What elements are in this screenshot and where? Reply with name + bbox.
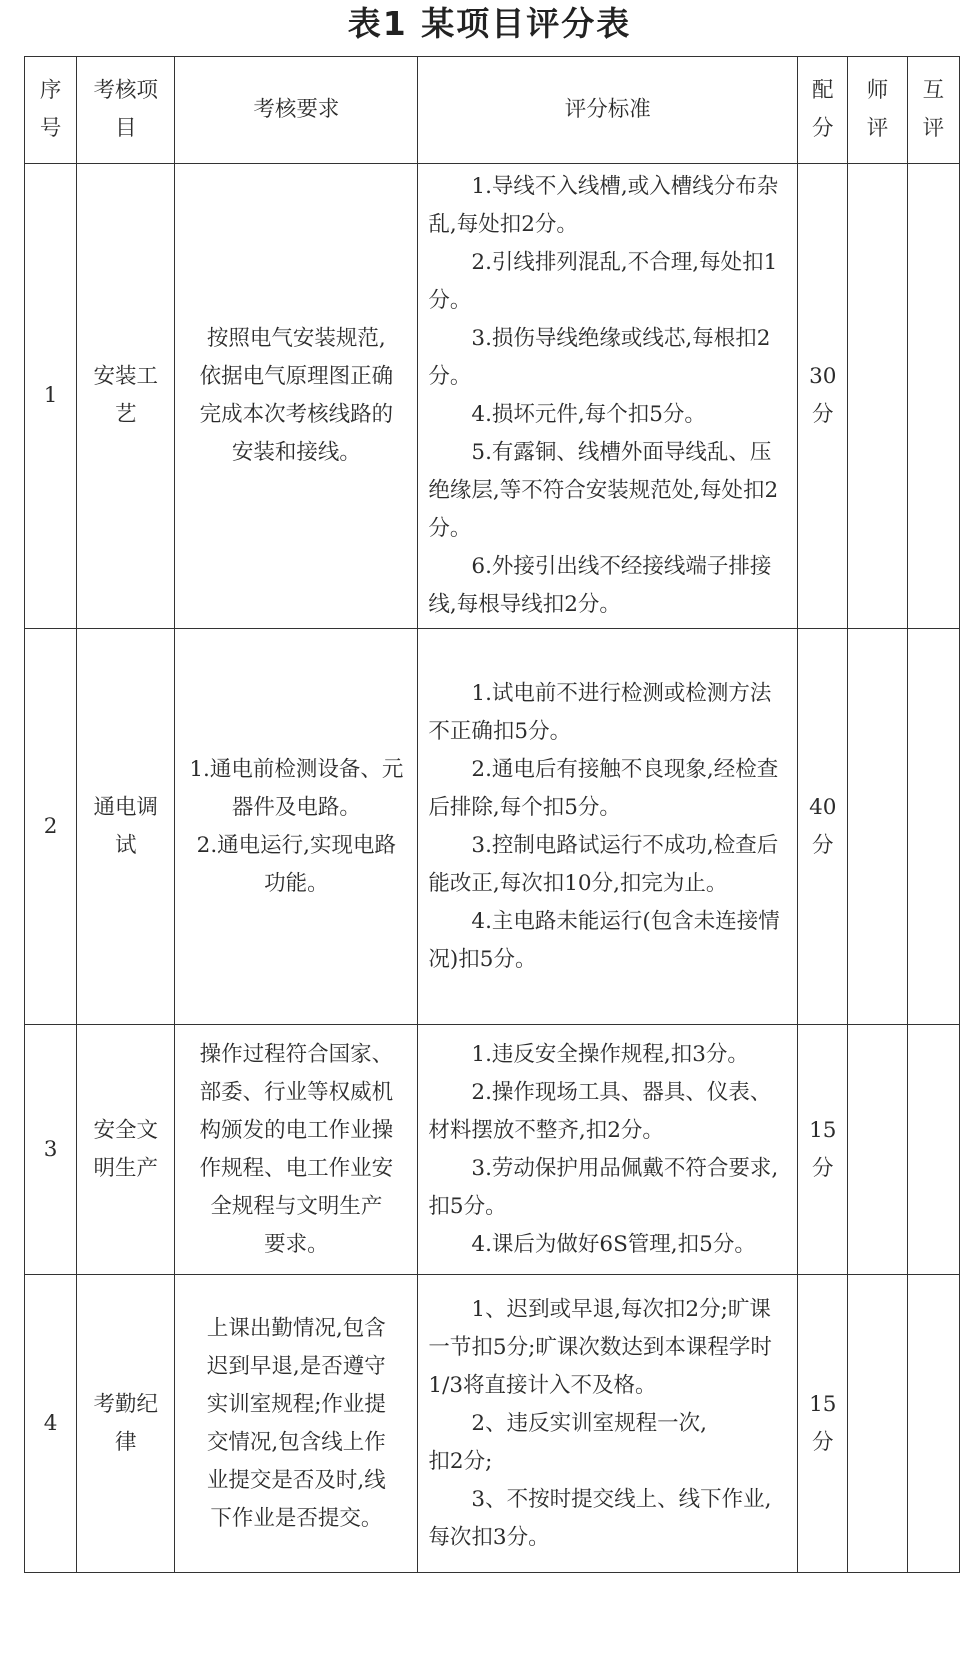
row-requirement: 上课出勤情况,包含 迟到早退,是否遵守 实训室规程;作业提 交情况,包含线上作 业提交是否及时,线 下作业是否提交。 (175, 1275, 418, 1573)
criteria-item: 3.劳动保护用品佩戴不符合要求,扣5分。 (428, 1155, 779, 1219)
criteria-item: 1.导线不入线槽,或入槽线分布杂乱,每处扣2分。 (428, 174, 779, 237)
criteria-item: 5.有露铜、线槽外面导线乱、压绝缘层,等不符合安装规范处,每处扣2分。 (428, 440, 779, 541)
row-score: 15 分 (798, 1025, 848, 1275)
criteria-item: 2.操作现场工具、器具、仪表、材料摆放不整齐,扣2分。 (428, 1079, 772, 1143)
table-row (25, 629, 960, 1025)
row-teacher-eval[interactable] (848, 1025, 907, 1275)
row-score: 30 分 (798, 164, 848, 629)
criteria-item: 1、迟到或早退,每次扣2分;旷课一节扣5分;旷课次数达到本课程学时1/3将直接计入不及格。 (428, 1296, 772, 1398)
header-row (25, 57, 960, 164)
row-item: 安装工 艺 (77, 164, 175, 629)
row-peer-eval[interactable] (907, 1275, 959, 1573)
header-teacher-eval: 师 评 (848, 57, 907, 164)
table-row (25, 164, 960, 629)
criteria-item: 3.损伤导线绝缘或线芯,每根扣2分。 (428, 326, 771, 389)
row-peer-eval[interactable] (907, 164, 959, 629)
row-requirement: 1.通电前检测设备、元 器件及电路。 2.通电运行,实现电路 功能。 (175, 629, 418, 1025)
criteria-item: 扣2分; (428, 1448, 493, 1474)
row-criteria (418, 629, 798, 1025)
header-score: 配 分 (798, 57, 848, 164)
row-peer-eval[interactable] (907, 629, 959, 1025)
row-requirement: 操作过程符合国家、 部委、行业等权威机 构颁发的电工作业操 作规程、电工作业安 全规程与文明生产 要求。 (175, 1025, 418, 1275)
criteria-item: 2、违反实训室规程一次, (471, 1410, 707, 1436)
row-criteria (418, 164, 798, 629)
header-requirement: 考核要求 (175, 57, 418, 164)
row-requirement: 按照电气安装规范, 依据电气原理图正确 完成本次考核线路的 安装和接线。 (175, 164, 418, 629)
criteria-item: 3.控制电路试运行不成功,检查后能改正,每次扣10分,扣完为止。 (428, 832, 779, 896)
header-seq: 序 号 (25, 57, 77, 164)
row-score: 40 分 (798, 629, 848, 1025)
row-item: 通电调 试 (77, 629, 175, 1025)
row-teacher-eval[interactable] (848, 1275, 907, 1573)
header-item: 考核项 目 (77, 57, 175, 164)
row-teacher-eval[interactable] (848, 164, 907, 629)
criteria-item: 1.试电前不进行检测或检测方法不正确扣5分。 (428, 680, 772, 744)
row-score: 15 分 (798, 1275, 848, 1573)
header-peer-eval: 互 评 (907, 57, 959, 164)
row-item: 考勤纪 律 (77, 1275, 175, 1573)
table-row (25, 1025, 960, 1275)
criteria-item: 4.课后为做好6S管理,扣5分。 (471, 1231, 756, 1257)
scoring-table (24, 56, 960, 1573)
row-seq: 2 (25, 629, 77, 1025)
criteria-item: 4.主电路未能运行(包含未连接情况)扣5分。 (428, 908, 780, 972)
row-criteria (418, 1275, 798, 1573)
criteria-item: 2.引线排列混乱,不合理,每处扣1分。 (428, 250, 778, 313)
table-row (25, 1275, 960, 1573)
table-title: 表1 某项目评分表 (347, 4, 632, 43)
criteria-item: 4.损坏元件,每个扣5分。 (471, 402, 706, 427)
row-seq: 3 (25, 1025, 77, 1275)
row-seq: 1 (25, 164, 77, 629)
row-item: 安全文 明生产 (77, 1025, 175, 1275)
row-criteria (418, 1025, 798, 1275)
header-criteria: 评分标准 (418, 57, 798, 164)
criteria-item: 6.外接引出线不经接线端子排接线,每根导线扣2分。 (428, 554, 772, 617)
criteria-item: 2.通电后有接触不良现象,经检查后排除,每个扣5分。 (428, 756, 779, 820)
row-teacher-eval[interactable] (848, 629, 907, 1025)
criteria-item: 1.违反安全操作规程,扣3分。 (471, 1041, 749, 1067)
row-seq: 4 (25, 1275, 77, 1573)
criteria-item: 3、不按时提交线上、线下作业,每次扣3分。 (428, 1486, 772, 1550)
row-peer-eval[interactable] (907, 1025, 959, 1275)
